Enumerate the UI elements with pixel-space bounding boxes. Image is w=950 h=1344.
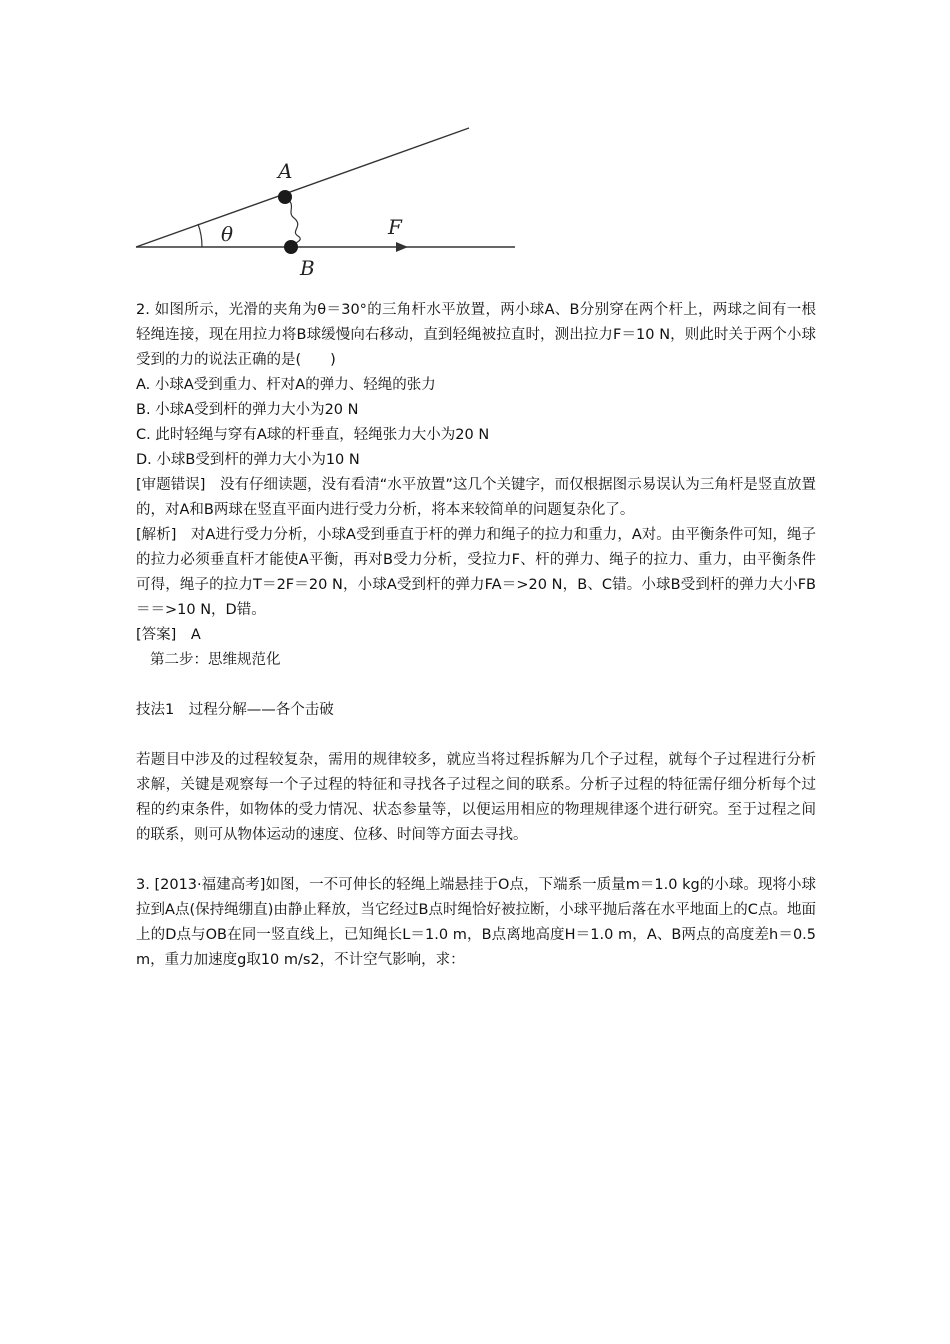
label-theta: θ xyxy=(221,222,234,246)
spacer xyxy=(136,723,816,748)
force-arrow-icon xyxy=(396,242,408,252)
q2-option-c: C. 此时轻绳与穿有A球的杆垂直，轻绳张力大小为20 N xyxy=(136,427,490,443)
document-content xyxy=(136,298,816,973)
q2-option-a: A. 小球A受到重力、杆对A的弹力、轻绳的张力 xyxy=(136,377,436,393)
ball-b xyxy=(284,240,298,254)
q2-option-b: B. 小球A受到杆的弹力大小为20 N xyxy=(136,402,359,418)
label-a: A xyxy=(278,159,293,183)
label-f: F xyxy=(388,215,402,239)
rod-diagram-svg xyxy=(130,120,530,290)
ball-a xyxy=(278,190,292,204)
q2-error-review: [审题错误] 没有仔细读题，没有看清“水平放置”这几个关键字，而仅根据图示易误认为三角杆是竖直放置的，对A和B两球在竖直平面内进行受力分析，将本来较简单的问题复杂化了。 xyxy=(136,477,816,518)
spacer xyxy=(136,673,816,698)
q2-stem: 2. 如图所示，光滑的夹角为θ＝30°的三角杆水平放置，两小球A、B分别穿在两个杆上，两球之间有一根轻绳连接，现在用拉力将B球缓慢向右移动，直到轻绳被拉直时，测出拉力F＝10 N，则此时关于两个小球受到的力的说法正确的是( ) xyxy=(136,302,816,368)
rod-diagram xyxy=(130,120,530,290)
q2-option-d: D. 小球B受到杆的弹力大小为10 N xyxy=(136,452,360,468)
angle-arc xyxy=(198,224,202,247)
q3-stem: 3. [2013·福建高考]如图，一不可伸长的轻绳上端悬挂于O点，下端系一质量m＝1.0 kg的小球。现将小球拉到A点(保持绳绷直)由静止释放，当它经过B点时绳恰好被拉断，小球平抛后落在水平地面上的C点。地面上的D点与OB在同一竖直线上，已知绳长L＝1.0 m，B点离地高度H＝1.0 m，A、B两点的高度差h＝0.5 m，重力加速度g取10 m/s2，不计空气影响，求： xyxy=(136,877,816,968)
q2-answer: [答案] A xyxy=(136,627,201,643)
technique-body: 若题目中涉及的过程较复杂，需用的规律较多，就应当将过程拆解为几个子过程，就每个子过程进行分析求解，关键是观察每一个子过程的特征和寻找各子过程之间的联系。分析子过程的特征需仔细分析每个过程的约束条件，如物体的受力情况、状态参量等，以便运用相应的物理规律逐个进行研究。至于过程之间的联系，则可从物体运动的速度、位移、时间等方面去寻找。 xyxy=(136,752,816,843)
spacer xyxy=(136,848,816,873)
inclined-rod xyxy=(136,128,469,247)
step2-heading: 第二步：思维规范化 xyxy=(150,652,281,668)
technique-title: 技法1 过程分解——各个击破 xyxy=(136,702,334,718)
slack-string xyxy=(285,197,300,247)
q2-analysis: [解析] 对A进行受力分析，小球A受到垂直于杆的弹力和绳子的拉力和重力，A对。由平衡条件可知，绳子的拉力必须垂直杆才能使A平衡，再对B受力分析，受拉力F、杆的弹力、绳子的拉力、重力，由平衡条件可得，绳子的拉力T＝2F＝20 N，小球A受到杆的弹力FA＝>20 N，B、C错。小球B受到杆的弹力大小FB＝＝>10 N，D错。 xyxy=(136,527,816,618)
label-b: B xyxy=(300,256,315,280)
